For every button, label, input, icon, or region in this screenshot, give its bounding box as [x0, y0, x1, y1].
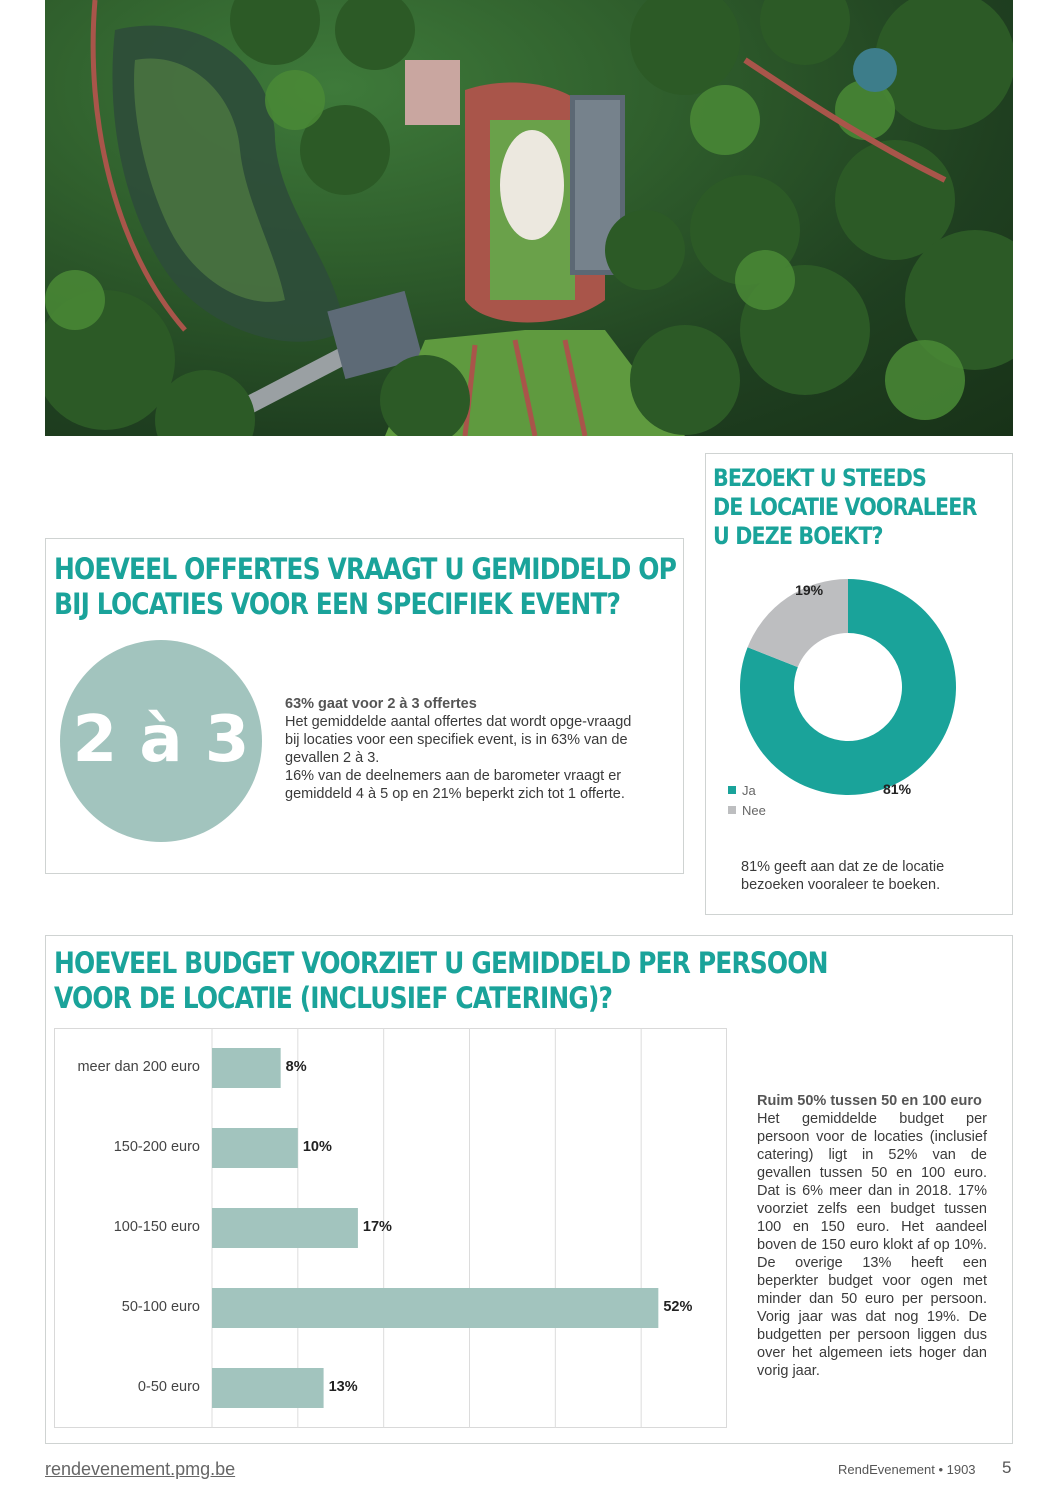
bar-value-label: 52% — [663, 1299, 693, 1315]
bar-2 — [212, 1208, 358, 1248]
budget-text — [757, 1092, 987, 1380]
bar-category-label: 150-200 euro — [113, 1139, 200, 1155]
offertes-paragraph1: Het gemiddelde aantal offertes dat wordt opge-vraagd bij locaties voor een specifiek event, is in 63% van de gevallen 2 à 3. — [285, 714, 632, 766]
bezoek-title-line1: BEZOEKT U STEEDS — [713, 464, 927, 492]
legend-swatch-nee — [728, 806, 736, 814]
bar-3 — [212, 1288, 658, 1328]
bar-value-label: 8% — [285, 1059, 307, 1075]
footer-url[interactable]: rendevenement.pmg.be — [45, 1459, 236, 1479]
budget-lead: Ruim 50% tussen 50 en 100 euro — [757, 1093, 982, 1109]
aerial-castle-illustration — [45, 0, 1013, 436]
bar-category-label: 100-150 euro — [113, 1219, 200, 1235]
legend-swatch-ja — [728, 786, 736, 794]
big-number: 2 à 3 — [72, 703, 250, 777]
bezoek-title — [713, 464, 977, 551]
bezoek-title-line2: DE LOCATIE VOORALEER — [713, 493, 977, 521]
page-number: 5 — [1002, 1458, 1012, 1477]
bar-category-label: 50-100 euro — [121, 1299, 200, 1315]
hero-photo — [45, 0, 1013, 436]
bar-value-label: 10% — [302, 1139, 332, 1155]
bar-category-label: 0-50 euro — [137, 1379, 200, 1395]
legend-label-ja: Ja — [742, 782, 756, 798]
bezoek-title-line3: U DEZE BOEKT? — [713, 522, 883, 550]
offertes-title-line2: BIJ LOCATIES VOOR EEN SPECIFIEK EVENT? — [54, 587, 621, 622]
bar-category-label: meer dan 200 euro — [77, 1059, 200, 1075]
donut-legend — [728, 780, 766, 820]
budget-title — [54, 946, 828, 1017]
bar-value-label: 13% — [328, 1379, 358, 1395]
budget-title-line1: HOEVEEL BUDGET VOORZIET U GEMIDDELD PER PERSOON — [54, 946, 828, 980]
bar-value-label: 17% — [362, 1219, 392, 1235]
bar-1 — [212, 1128, 298, 1168]
legend-item-ja — [728, 780, 766, 800]
bezoek-note: 81% geeft aan dat ze de locatie bezoeken vooraleer te boeken. — [741, 859, 945, 893]
footer-publication: RendEvenement • 1903 — [838, 1462, 976, 1477]
budget-title-line2: VOOR DE LOCATIE (INCLUSIEF CATERING)? — [54, 981, 613, 1016]
offertes-lead: 63% gaat voor 2 à 3 offertes — [285, 696, 477, 712]
offertes-text — [285, 695, 640, 803]
legend-item-nee — [728, 800, 766, 820]
donut-label-ja: 81% — [883, 780, 912, 797]
bar-0 — [212, 1048, 281, 1088]
budget-paragraph: Het gemiddelde budget per persoon voor de locaties (inclusief catering) ligt in 52% van de gevallen tussen 50 en 100 euro. Dat is 6% meer dan in 2018. 17% voorziet zelfs een budget tussen 100 en 150 euro. Het aandeel boven de 150 euro klokt af op 10%. De overige 13% heeft een beperkter budget voor ogen met minder dan 50 euro per persoon. Vorig jaar was dat nog 19%. De budgetten per persoon liggen dus over het algemeen iets hoger dan vorig jaar. — [757, 1111, 987, 1379]
offertes-title — [54, 552, 676, 623]
legend-label-nee: Nee — [742, 802, 766, 818]
offertes-paragraph2: 16% van de deelnemers aan de barometer vraagt er gemiddeld 4 à 5 op en 21% beperkt zich tot 1 offerte. — [285, 768, 625, 802]
donut-chart — [730, 570, 970, 810]
offertes-title-line1: HOEVEEL OFFERTES VRAAGT U GEMIDDELD OP — [54, 552, 677, 586]
donut-label-nee: 19% — [795, 582, 824, 599]
bar-4 — [212, 1368, 324, 1408]
